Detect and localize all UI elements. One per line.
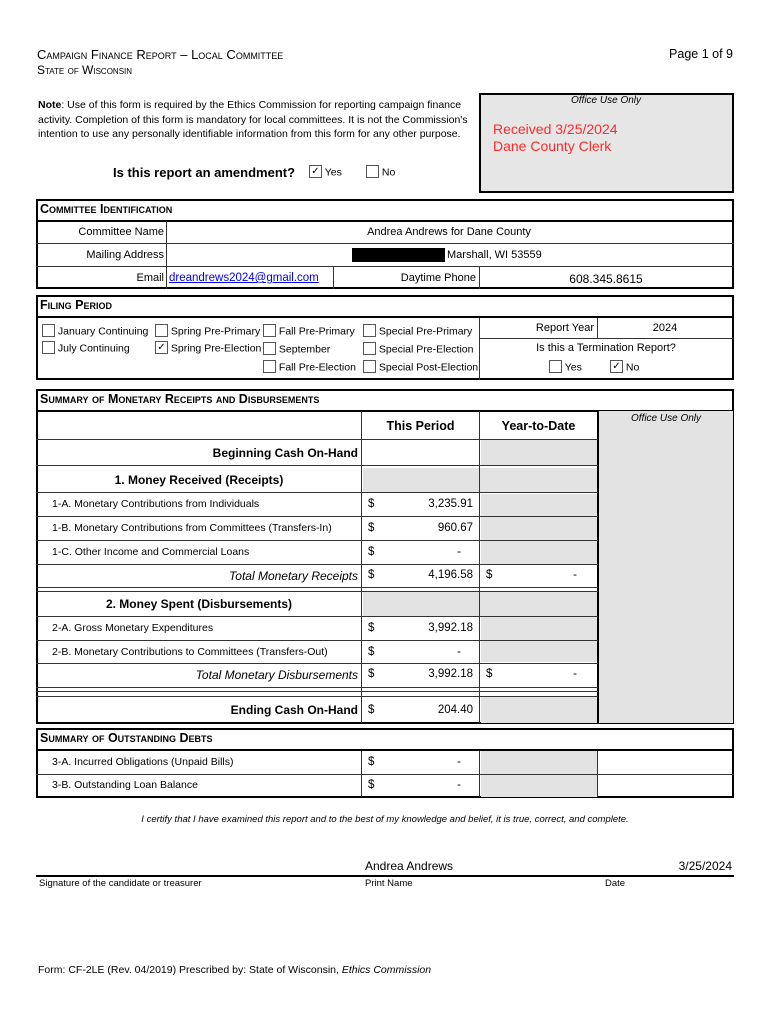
- fp-label: January Continuing: [57, 325, 149, 338]
- receipt-row-1a-amount[interactable]: 3,235.91: [428, 498, 473, 510]
- committee-name-label: Committee Name: [78, 226, 164, 238]
- col-this-period: This Period: [386, 419, 455, 433]
- termination-yes[interactable]: [549, 361, 582, 374]
- total-disb-label: Total Monetary Disbursements: [195, 668, 358, 682]
- fp-label: Special Post-Election: [378, 361, 479, 374]
- mailing-address-label: Mailing Address: [86, 249, 164, 261]
- amendment-yes-label: Yes: [324, 166, 342, 179]
- fp-checkbox[interactable]: [42, 341, 55, 354]
- ending-cash-currency: $: [368, 704, 375, 716]
- amendment-yes[interactable]: [309, 166, 342, 179]
- fp-checkbox[interactable]: [155, 324, 168, 337]
- fp-label: Fall Pre-Election: [278, 361, 356, 374]
- fp-checkbox[interactable]: ✓: [155, 341, 168, 354]
- termination-no[interactable]: [610, 361, 639, 374]
- fp-label: Special Pre-Election: [378, 343, 474, 356]
- phone-label: Daytime Phone: [400, 272, 476, 284]
- phone-value[interactable]: 608.345.8615: [569, 272, 643, 286]
- total-receipts-ytd-currency: $: [486, 569, 493, 581]
- amendment-question: Is this report an amendment?: [113, 165, 296, 180]
- fp-label: Spring Pre-Election: [170, 342, 262, 355]
- amendment-no-label: No: [381, 166, 396, 179]
- summary-section-title: Summary of Monetary Receipts and Disbursements: [40, 392, 320, 406]
- amendment-no[interactable]: [366, 166, 395, 179]
- report-year-label: Report Year: [535, 322, 594, 334]
- termination-no-label: No: [625, 361, 640, 374]
- disb-row-2b-amount[interactable]: -: [457, 646, 461, 658]
- col-ytd: Year-to-Date: [501, 419, 576, 433]
- print-name-value[interactable]: Andrea Andrews: [365, 859, 454, 873]
- fp-special-post-election[interactable]: [363, 361, 478, 374]
- address-redaction: [352, 248, 445, 262]
- summary-office-use: Office Use Only: [630, 413, 702, 424]
- signature-label: Signature of the candidate or treasurer: [39, 878, 202, 889]
- debt-row-3a-amount[interactable]: -: [457, 756, 461, 768]
- note-body: : Use of this form is required by the Ethics Commission for reporting campaign finance activity. Completion of this form is mandatory for local committees. It is not the Commission's intention to use any personally identifiable information from this form for any other purpose.: [38, 99, 468, 140]
- debt-row-3b-label: 3-B. Outstanding Loan Balance: [52, 779, 198, 791]
- disb-row-2a-label: 2-A. Gross Monetary Expenditures: [52, 622, 214, 634]
- receipt-row-1a-label: 1-A. Monetary Contributions from Individuals: [52, 498, 260, 510]
- ending-cash-amount[interactable]: 204.40: [437, 704, 473, 716]
- termination-yes-checkbox[interactable]: [549, 360, 562, 373]
- note-label: Note: [38, 99, 62, 111]
- total-disb-amount[interactable]: 3,992.18: [428, 668, 473, 680]
- note-text: [38, 98, 476, 142]
- total-disb-currency: $: [368, 668, 375, 680]
- email-value[interactable]: dreandrews2024@gmail.com: [169, 272, 319, 284]
- receipt-row-1c-label: 1-C. Other Income and Commercial Loans: [52, 546, 250, 558]
- debt-row-3b-amount[interactable]: -: [457, 779, 461, 791]
- fp-label: Special Pre-Primary: [378, 325, 473, 338]
- debts-section-title: Summary of Outstanding Debts: [40, 731, 213, 745]
- email-label: Email: [136, 272, 164, 284]
- fp-september[interactable]: [263, 343, 330, 356]
- total-receipts-amount[interactable]: 4,196.58: [428, 569, 473, 581]
- disb-row-2a-amount[interactable]: 3,992.18: [428, 622, 473, 634]
- termination-question: Is this a Termination Report?: [536, 342, 676, 354]
- termination-yes-label: Yes: [564, 361, 582, 374]
- date-value[interactable]: 3/25/2024: [678, 859, 732, 873]
- receipt-row-1c-amount[interactable]: -: [457, 546, 461, 558]
- clerk-stamp: Dane County Clerk: [493, 138, 612, 154]
- receipt-row-1b-currency: $: [368, 522, 375, 534]
- fp-checkbox[interactable]: [263, 324, 276, 337]
- fp-label: September: [278, 343, 331, 356]
- fp-special-pre-primary[interactable]: [363, 325, 472, 338]
- date-label: Date: [605, 878, 626, 889]
- footer-text: Form: CF-2LE (Rev. 04/2019) Prescribed by: State of Wisconsin,: [38, 964, 342, 976]
- office-use-label: Office Use Only: [571, 95, 642, 106]
- print-name-label: Print Name: [365, 878, 413, 889]
- fp-checkbox[interactable]: [42, 324, 55, 337]
- total-disb-ytd-currency: $: [486, 668, 493, 680]
- committee-section-title: Committee Identification: [40, 202, 173, 216]
- receipt-row-1a-currency: $: [368, 498, 375, 510]
- receipt-row-1b-amount[interactable]: 960.67: [437, 522, 473, 534]
- footer-agency: Ethics Commission: [341, 964, 432, 976]
- filing-period-title: Filing Period: [40, 298, 112, 312]
- fp-fall-pre-election[interactable]: [263, 361, 356, 374]
- certification-text: I certify that I have examined this report and to the best of my knowledge and belief, it is true, correct, and complete.: [141, 814, 629, 825]
- form-footer: [38, 964, 431, 976]
- total-receipts-ytd[interactable]: -: [573, 569, 577, 581]
- page-number: Page 1 of 9: [669, 47, 733, 61]
- fp-january-continuing[interactable]: [42, 325, 148, 338]
- fp-special-pre-election[interactable]: [363, 343, 473, 356]
- fp-checkbox[interactable]: [263, 360, 276, 373]
- receipt-row-1b-label: 1-B. Monetary Contributions from Committees (Transfers-In): [52, 522, 332, 534]
- fp-spring-pre-election[interactable]: [155, 342, 261, 355]
- disb-row-2b-currency: $: [368, 646, 375, 658]
- debt-row-3a-label: 3-A. Incurred Obligations (Unpaid Bills): [52, 756, 234, 768]
- fp-label: Spring Pre-Primary: [170, 325, 261, 338]
- fp-checkbox[interactable]: [363, 342, 376, 355]
- fp-july-continuing[interactable]: [42, 342, 130, 355]
- form-title: Campaign Finance Report – Local Committee: [37, 47, 284, 62]
- beginning-cash-label: Beginning Cash On-Hand: [212, 446, 358, 460]
- disb-row-2a-currency: $: [368, 622, 375, 634]
- total-receipts-currency: $: [368, 569, 375, 581]
- signature-line: [36, 875, 734, 877]
- amendment-yes-checkbox[interactable]: ✓: [309, 165, 322, 178]
- fp-fall-pre-primary[interactable]: [263, 325, 355, 338]
- fp-label: Fall Pre-Primary: [278, 325, 355, 338]
- disbursements-header: 2. Money Spent (Disbursements): [105, 597, 293, 611]
- receipt-row-1c-currency: $: [368, 546, 375, 558]
- form-subtitle: State of Wisconsin: [37, 63, 133, 77]
- fp-label: July Continuing: [57, 342, 130, 355]
- committee-name-value[interactable]: Andrea Andrews for Dane County: [367, 226, 531, 238]
- disb-row-2b-label: 2-B. Monetary Contributions to Committees (Transfers-Out): [52, 646, 328, 658]
- fp-checkbox[interactable]: [363, 324, 376, 337]
- total-disb-ytd[interactable]: -: [573, 668, 577, 680]
- ending-cash-label: Ending Cash On-Hand: [230, 703, 358, 717]
- fp-checkbox[interactable]: [263, 342, 276, 355]
- total-receipts-label: Total Monetary Receipts: [229, 569, 358, 583]
- debt-row-3a-currency: $: [368, 756, 375, 768]
- received-stamp: Received 3/25/2024: [493, 121, 618, 137]
- fp-spring-pre-primary[interactable]: [155, 325, 260, 338]
- fp-checkbox[interactable]: [363, 360, 376, 373]
- amendment-no-checkbox[interactable]: [366, 165, 379, 178]
- debt-row-3b-currency: $: [368, 779, 375, 791]
- report-year-value[interactable]: 2024: [652, 322, 678, 334]
- mailing-address-value[interactable]: Marshall, WI 53559: [447, 249, 542, 261]
- receipts-header: 1. Money Received (Receipts): [114, 473, 284, 487]
- termination-no-checkbox[interactable]: ✓: [610, 360, 623, 373]
